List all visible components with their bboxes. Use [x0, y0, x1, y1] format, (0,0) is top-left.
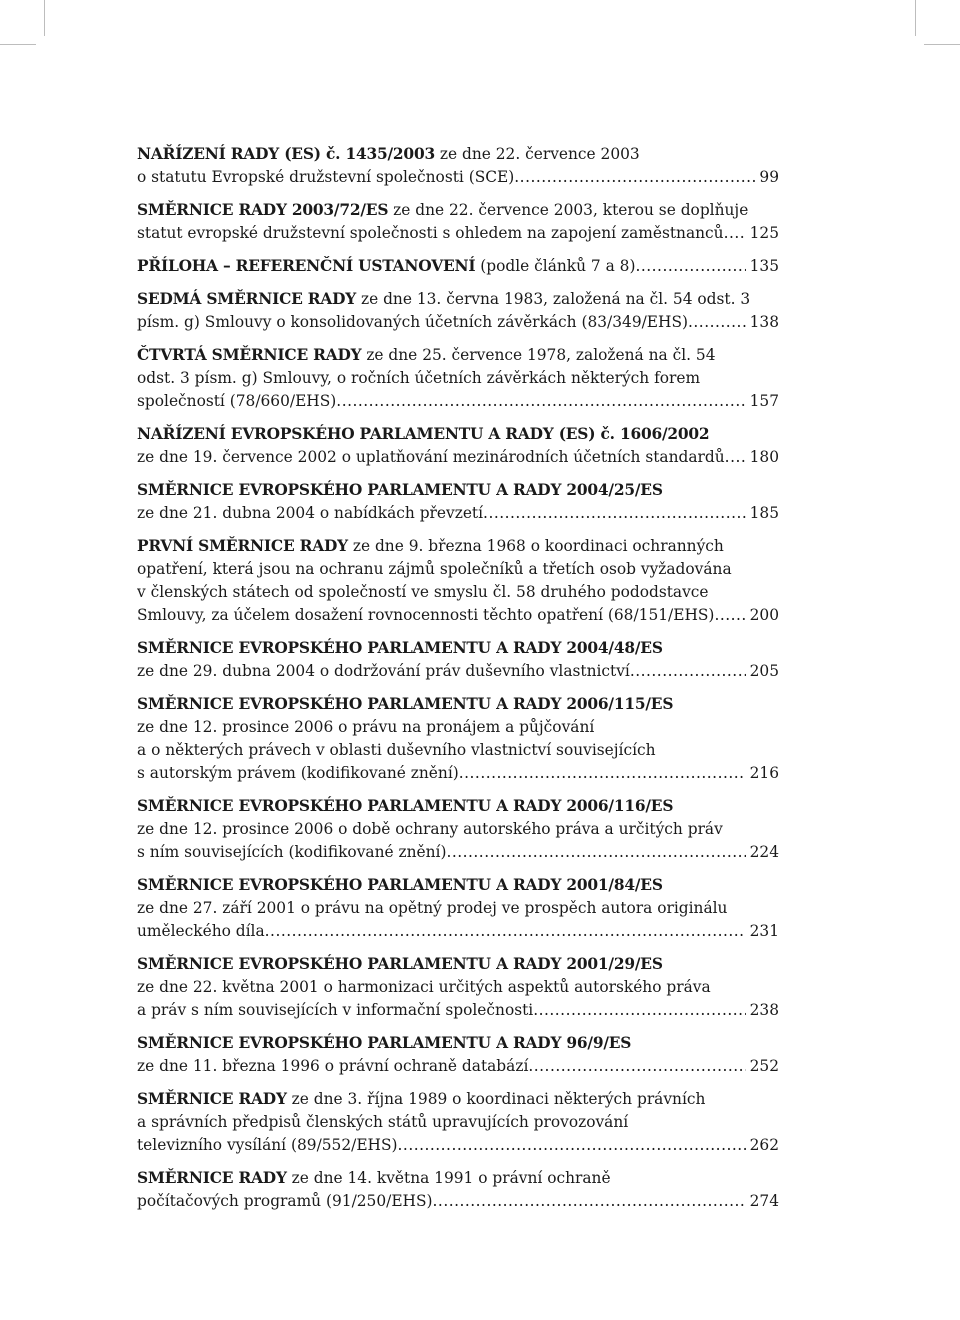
- toc-entry-text: [137, 920, 265, 943]
- toc-entry-description: ze dne 12. prosince 2006 o době ochrany autorského práva a určitých práv: [137, 820, 723, 838]
- dot-leader: [533, 999, 745, 1022]
- toc-entry-line: [137, 897, 779, 920]
- toc-entry-description: a práv s ním souvisejících v informační společnosti: [137, 1001, 534, 1019]
- toc-entry-line: [137, 1134, 779, 1157]
- toc-page-number[interactable]: 138: [749, 313, 779, 331]
- toc-entry[interactable]: [137, 795, 779, 864]
- crop-mark-top-right-horizontal: [924, 44, 960, 45]
- toc-entry[interactable]: [137, 1088, 779, 1157]
- toc-entry-description: opatření, která jsou na ochranu zájmů společníků a třetích osob vyžadována: [137, 560, 732, 578]
- toc-entry-act-title: SMĚRNICE EVROPSKÉHO PARLAMENTU A RADY 96/9/ES: [137, 1034, 632, 1052]
- toc-entry[interactable]: [137, 288, 779, 334]
- dot-leader: [630, 660, 746, 683]
- toc-entry-line: [137, 1111, 779, 1134]
- toc-entry[interactable]: [137, 199, 779, 245]
- dot-leader: [725, 446, 746, 469]
- dot-leader: [336, 390, 745, 413]
- toc-entry-description: ze dne 11. března 1996 o právní ochraně databází: [137, 1057, 529, 1075]
- toc-entry[interactable]: [137, 479, 779, 525]
- toc-entry-description: ze dne 22. července 2003: [434, 145, 640, 163]
- toc-entry-act-title: SMĚRNICE EVROPSKÉHO PARLAMENTU A RADY 2006/116/ES: [137, 797, 674, 815]
- toc-entry-line: [137, 535, 779, 558]
- toc-entry[interactable]: [137, 874, 779, 943]
- toc-entry-description: ze dne 25. července 1978, založená na čl. 54: [361, 346, 716, 364]
- toc-entry-line: [137, 255, 779, 278]
- dot-leader: [724, 222, 746, 245]
- toc-entry-description: o statutu Evropské družstevní společnosti (SCE): [137, 168, 515, 186]
- toc-entry-act-title: SMĚRNICE EVROPSKÉHO PARLAMENTU A RADY 2001/29/ES: [137, 955, 663, 973]
- crop-mark-top-right-vertical: [915, 0, 916, 36]
- table-of-contents: [137, 143, 779, 1223]
- toc-entry-description: ze dne 21. dubna 2004 o nabídkách převzetí: [137, 504, 484, 522]
- toc-entry-description: ze dne 9. března 1968 o koordinaci ochranných: [347, 537, 724, 555]
- toc-entry-line: [137, 390, 779, 413]
- toc-entry-line: [137, 367, 779, 390]
- toc-entry-line: [137, 953, 779, 976]
- toc-entry-text: [137, 222, 724, 245]
- toc-entry[interactable]: [137, 344, 779, 413]
- toc-entry-line: [137, 604, 779, 627]
- toc-entry-act-title: SMĚRNICE EVROPSKÉHO PARLAMENTU A RADY 2001/84/ES: [137, 876, 663, 894]
- toc-page-number[interactable]: 216: [749, 764, 779, 782]
- toc-entry-description: počítačových programů (91/250/EHS): [137, 1192, 433, 1210]
- toc-page-number[interactable]: 200: [749, 606, 779, 624]
- toc-entry-description: písm. g) Smlouvy o konsolidovaných účetních závěrkách (83/349/EHS): [137, 313, 689, 331]
- toc-entry-line: [137, 166, 779, 189]
- toc-entry-line: [137, 762, 779, 785]
- crop-mark-top-left-vertical: [44, 0, 45, 36]
- toc-entry-description: ze dne 19. července 2002 o uplatňování mezinárodních účetních standardů: [137, 448, 725, 466]
- toc-entry-line: [137, 795, 779, 818]
- toc-entry-line: [137, 581, 779, 604]
- toc-entry-text: [137, 446, 725, 469]
- toc-entry-line: [137, 1055, 779, 1078]
- toc-entry-description: společností (78/660/EHS): [137, 392, 337, 410]
- toc-entry-line: [137, 920, 779, 943]
- toc-page-number[interactable]: 125: [749, 224, 779, 242]
- dot-leader: [433, 1190, 746, 1213]
- toc-entry[interactable]: [137, 535, 779, 627]
- dot-leader: [459, 762, 746, 785]
- toc-entry-description: uměleckého díla: [137, 922, 265, 940]
- toc-entry-line: [137, 479, 779, 502]
- toc-entry-act-title: SMĚRNICE RADY: [137, 1090, 287, 1108]
- toc-entry-line: [137, 841, 779, 864]
- toc-entry-description: (podle článků 7 a 8): [475, 257, 636, 275]
- toc-page-number[interactable]: 231: [749, 922, 779, 940]
- toc-entry-description: s ním souvisejících (kodifikované znění): [137, 843, 447, 861]
- toc-entry-description: Smlouvy, za účelem dosažení rovnocennosti těchto opatření (68/151/EHS): [137, 606, 715, 624]
- toc-entry-act-title: SMĚRNICE RADY: [137, 1169, 287, 1187]
- toc-entry-description: ze dne 22. května 2001 o harmonizaci určitých aspektů autorského práva: [137, 978, 711, 996]
- toc-entry-description: ze dne 12. prosince 2006 o právu na pronájem a půjčování: [137, 718, 595, 736]
- toc-entry-description: ze dne 14. května 1991 o právní ochraně: [286, 1169, 611, 1187]
- toc-entry-line: [137, 874, 779, 897]
- toc-entry-text: [137, 255, 635, 278]
- toc-entry-act-title: SMĚRNICE EVROPSKÉHO PARLAMENTU A RADY 2004/25/ES: [137, 481, 663, 499]
- toc-entry[interactable]: [137, 255, 779, 278]
- toc-entry-description: a o některých právech v oblasti duševního vlastnictví souvisejících: [137, 741, 656, 759]
- toc-page-number[interactable]: 238: [749, 1001, 779, 1019]
- toc-entry-act-title: PŘÍLOHA – REFERENČNÍ USTANOVENÍ: [137, 257, 476, 275]
- toc-entry-line: [137, 1088, 779, 1111]
- toc-entry-text: [137, 660, 630, 683]
- toc-entry-line: [137, 660, 779, 683]
- toc-entry-line: [137, 1190, 779, 1213]
- crop-mark-top-left-horizontal: [0, 44, 36, 45]
- toc-entry-act-title: PRVNÍ SMĚRNICE RADY: [137, 537, 348, 555]
- toc-entry-line: [137, 1167, 779, 1190]
- toc-entry-line: [137, 502, 779, 525]
- toc-entry-act-title: ČTVRTÁ SMĚRNICE RADY: [137, 346, 362, 364]
- toc-page-number[interactable]: 180: [749, 448, 779, 466]
- toc-entry-act-title: NAŘÍZENÍ EVROPSKÉHO PARLAMENTU A RADY (ES) č. 1606/2002: [137, 425, 710, 443]
- toc-entry[interactable]: [137, 1032, 779, 1078]
- toc-entry[interactable]: [137, 143, 779, 189]
- toc-entry-line: [137, 222, 779, 245]
- toc-entry[interactable]: [137, 693, 779, 785]
- toc-entry-line: [137, 344, 779, 367]
- toc-entry-act-title: SMĚRNICE EVROPSKÉHO PARLAMENTU A RADY 2004/48/ES: [137, 639, 663, 657]
- toc-entry-description: s autorským právem (kodifikované znění): [137, 764, 459, 782]
- dot-leader: [446, 841, 745, 864]
- toc-entry-text: [137, 1055, 528, 1078]
- toc-entry-description: ze dne 27. září 2001 o právu na opětný prodej ve prospěch autora originálu: [137, 899, 728, 917]
- toc-entry-description: ze dne 13. června 1983, založená na čl. 54 odst. 3: [356, 290, 751, 308]
- toc-entry[interactable]: [137, 637, 779, 683]
- toc-entry-act-title: SEDMÁ SMĚRNICE RADY: [137, 290, 357, 308]
- toc-entry-act-title: SMĚRNICE RADY 2003/72/ES: [137, 201, 389, 219]
- dot-leader: [265, 920, 746, 943]
- toc-entry-line: [137, 288, 779, 311]
- dot-leader: [714, 604, 745, 627]
- toc-page-number[interactable]: 224: [749, 843, 779, 861]
- dot-leader: [528, 1055, 745, 1078]
- toc-entry-act-title: NAŘÍZENÍ RADY (ES) č. 1435/2003: [137, 145, 435, 163]
- toc-entry-line: [137, 637, 779, 660]
- toc-entry-line: [137, 976, 779, 999]
- toc-entry-line: [137, 199, 779, 222]
- toc-entry-description: ze dne 29. dubna 2004 o dodržování práv duševního vlastnictví: [137, 662, 630, 680]
- dot-leader: [635, 255, 745, 278]
- toc-entry-description: televizního vysílání (89/552/EHS): [137, 1136, 398, 1154]
- toc-entry-description: statut evropské družstevní společnosti s ohledem na zapojení zaměstnanců: [137, 224, 724, 242]
- toc-entry-act-title: SMĚRNICE EVROPSKÉHO PARLAMENTU A RADY 2006/115/ES: [137, 695, 674, 713]
- toc-entry-text: [137, 166, 514, 189]
- toc-entry-line: [137, 311, 779, 334]
- toc-entry-text: [137, 390, 336, 413]
- toc-entry-description: ze dne 3. října 1989 o koordinaci některých právních: [286, 1090, 706, 1108]
- toc-entry-line: [137, 739, 779, 762]
- toc-entry-line: [137, 999, 779, 1022]
- toc-entry-line: [137, 1032, 779, 1055]
- toc-entry-text: [137, 999, 533, 1022]
- toc-entry-line: [137, 143, 779, 166]
- toc-entry-text: [137, 502, 483, 525]
- toc-page-number[interactable]: 262: [749, 1136, 779, 1154]
- toc-entry-line: [137, 423, 779, 446]
- toc-entry-description: a správních předpisů členských států upravujících provozování: [137, 1113, 629, 1131]
- toc-entry-text: [137, 762, 459, 785]
- toc-entry-line: [137, 558, 779, 581]
- toc-entry-line: [137, 818, 779, 841]
- dot-leader: [398, 1134, 746, 1157]
- dot-leader: [514, 166, 755, 189]
- toc-entry-line: [137, 716, 779, 739]
- toc-entry-description: odst. 3 písm. g) Smlouvy, o ročních účetních závěrkách některých forem: [137, 369, 701, 387]
- toc-page-number[interactable]: 157: [749, 392, 779, 410]
- toc-entry[interactable]: [137, 1167, 779, 1213]
- toc-page-number[interactable]: 99: [759, 168, 779, 186]
- toc-entry-line: [137, 693, 779, 716]
- toc-entry-text: [137, 1134, 398, 1157]
- toc-entry-text: [137, 1190, 433, 1213]
- toc-entry-text: [137, 604, 714, 627]
- toc-entry[interactable]: [137, 423, 779, 469]
- toc-page-number[interactable]: 185: [749, 504, 779, 522]
- dot-leader: [483, 502, 746, 525]
- toc-page-number[interactable]: 135: [749, 257, 779, 275]
- toc-page-number[interactable]: 252: [749, 1057, 779, 1075]
- toc-entry-text: [137, 841, 446, 864]
- toc-entry-description: v členských státech od společností ve smyslu čl. 58 druhého pododstavce: [137, 583, 709, 601]
- toc-entry[interactable]: [137, 953, 779, 1022]
- toc-entry-line: [137, 446, 779, 469]
- toc-page-number[interactable]: 274: [749, 1192, 779, 1210]
- toc-entry-text: [137, 311, 688, 334]
- toc-entry-description: ze dne 22. července 2003, kterou se doplňuje: [388, 201, 749, 219]
- dot-leader: [688, 311, 746, 334]
- toc-page-number[interactable]: 205: [749, 662, 779, 680]
